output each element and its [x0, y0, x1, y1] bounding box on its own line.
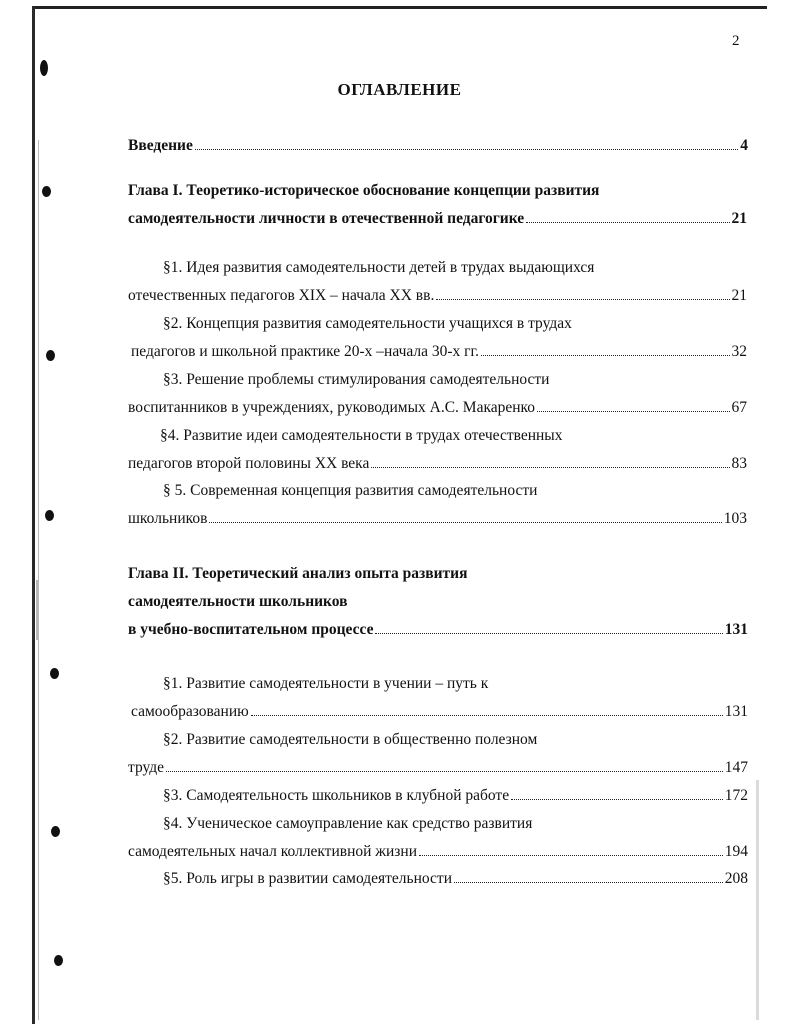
binder-hole-mark: [51, 826, 60, 837]
toc-entry-section-1-2[interactable]: [131, 342, 747, 362]
toc-entry-page: 194: [724, 843, 748, 860]
toc-entry-label: отечественных педагогов XIX – начала XX вв.: [128, 287, 435, 304]
section-2-2-line-1[interactable]: §2. Развитие самодеятельности в общественно полезном: [163, 731, 538, 748]
toc-entry-label: самообразованию: [131, 703, 249, 720]
toc-entry-section-2-3[interactable]: [163, 786, 748, 806]
toc-entry-page: 21: [731, 287, 747, 304]
scan-noise: [756, 780, 759, 1020]
toc-entry-page: 21: [731, 210, 747, 227]
binder-hole-mark: [46, 350, 55, 361]
toc-entry-label: самодеятельных начал коллективной жизни: [128, 843, 418, 860]
dot-leader: [436, 299, 729, 300]
toc-entry-page: 147: [724, 759, 748, 776]
dot-leader: [454, 882, 723, 883]
toc-entry-page: 83: [731, 455, 747, 472]
scan-border-top: [32, 6, 767, 9]
section-2-4-line-1[interactable]: §4. Ученическое самоуправление как средство развития: [163, 815, 533, 832]
section-1-1-line-1[interactable]: §1. Идея развития самодеятельности детей в трудах выдающихся: [163, 259, 595, 276]
toc-entry-page: 32: [731, 343, 747, 360]
toc-entry-page: 4: [740, 137, 748, 154]
dot-leader: [371, 467, 729, 468]
binder-hole-mark: [40, 60, 48, 76]
toc-entry-label: воспитанников в учреждениях, руководимых А.С. Макаренко: [128, 399, 536, 416]
toc-entry-label: самодеятельности личности в отечественной педагогике: [128, 210, 525, 227]
toc-entry-label: в учебно-воспитательном процессе: [128, 621, 374, 638]
toc-entry-section-2-1[interactable]: [131, 702, 748, 722]
dot-leader: [526, 222, 729, 223]
toc-entry-page: 131: [724, 703, 748, 720]
dot-leader: [375, 633, 722, 634]
scan-noise: [36, 580, 38, 640]
toc-title: ОГЛАВЛЕНИЕ: [337, 80, 462, 99]
toc-entry-intro[interactable]: [128, 136, 748, 156]
section-1-3-line-1[interactable]: §3. Решение проблемы стимулирования самодеятельности: [163, 371, 550, 388]
toc-entry-section-1-4[interactable]: [128, 454, 747, 474]
dot-leader: [209, 522, 721, 523]
toc-entry-section-1-3[interactable]: [128, 398, 747, 418]
chapter-2-title-line-1[interactable]: Глава II. Теоретический анализ опыта развития: [128, 565, 468, 582]
chapter-1-title-line-1[interactable]: Глава I. Теоретико-историческое обоснование концепции развития: [128, 182, 600, 199]
chapter-2-title-line-2[interactable]: самодеятельности школьников: [128, 593, 348, 610]
binder-hole-mark: [42, 186, 51, 197]
dot-leader: [481, 355, 729, 356]
binder-hole-mark: [45, 510, 54, 521]
toc-entry-chapter-2[interactable]: [128, 620, 748, 640]
toc-entry-section-1-1[interactable]: [128, 286, 747, 306]
section-1-5-line-1[interactable]: § 5. Современная концепция развития самодеятельности: [163, 482, 538, 499]
toc-entry-chapter-1[interactable]: [128, 209, 747, 229]
toc-entry-label: педагогов и школьной практике 20-х –начала 30-х гг.: [131, 343, 480, 360]
toc-entry-section-2-2[interactable]: [128, 758, 748, 778]
toc-entry-label: §3. Самодеятельность школьников в клубной работе: [163, 787, 510, 804]
dot-leader: [511, 799, 723, 800]
dot-leader: [251, 715, 723, 716]
dot-leader: [419, 855, 723, 856]
section-2-1-line-1[interactable]: §1. Развитие самодеятельности в учении – путь к: [163, 675, 489, 692]
toc-entry-page: 103: [723, 510, 747, 527]
toc-entry-page: 172: [724, 787, 748, 804]
toc-entry-label: педагогов второй половины XX века: [128, 455, 370, 472]
toc-entry-label: труде: [128, 759, 165, 776]
scan-border-shadow: [38, 140, 39, 1020]
toc-entry-page: 208: [724, 870, 748, 887]
binder-hole-mark: [50, 668, 59, 679]
toc-entry-label: §5. Роль игры в развитии самодеятельности: [163, 870, 452, 887]
dot-leader: [166, 771, 723, 772]
section-1-2-line-1[interactable]: §2. Концепция развития самодеятельности учащихся в трудах: [163, 315, 572, 332]
toc-entry-page: 67: [731, 399, 747, 416]
dot-leader: [537, 411, 729, 412]
toc-entry-section-1-5[interactable]: [128, 509, 747, 529]
page-number: 2: [732, 33, 740, 49]
binder-hole-mark: [54, 955, 63, 966]
dot-leader: [195, 149, 738, 150]
toc-entry-label: Введение: [128, 137, 193, 154]
section-1-4-line-1[interactable]: §4. Развитие идеи самодеятельности в трудах отечественных: [160, 427, 563, 444]
toc-entry-label: школьников: [128, 510, 208, 527]
toc-entry-section-2-5[interactable]: [163, 869, 748, 889]
scan-border-left: [32, 6, 35, 1024]
toc-entry-section-2-4[interactable]: [128, 842, 748, 862]
toc-entry-page: 131: [724, 621, 748, 638]
